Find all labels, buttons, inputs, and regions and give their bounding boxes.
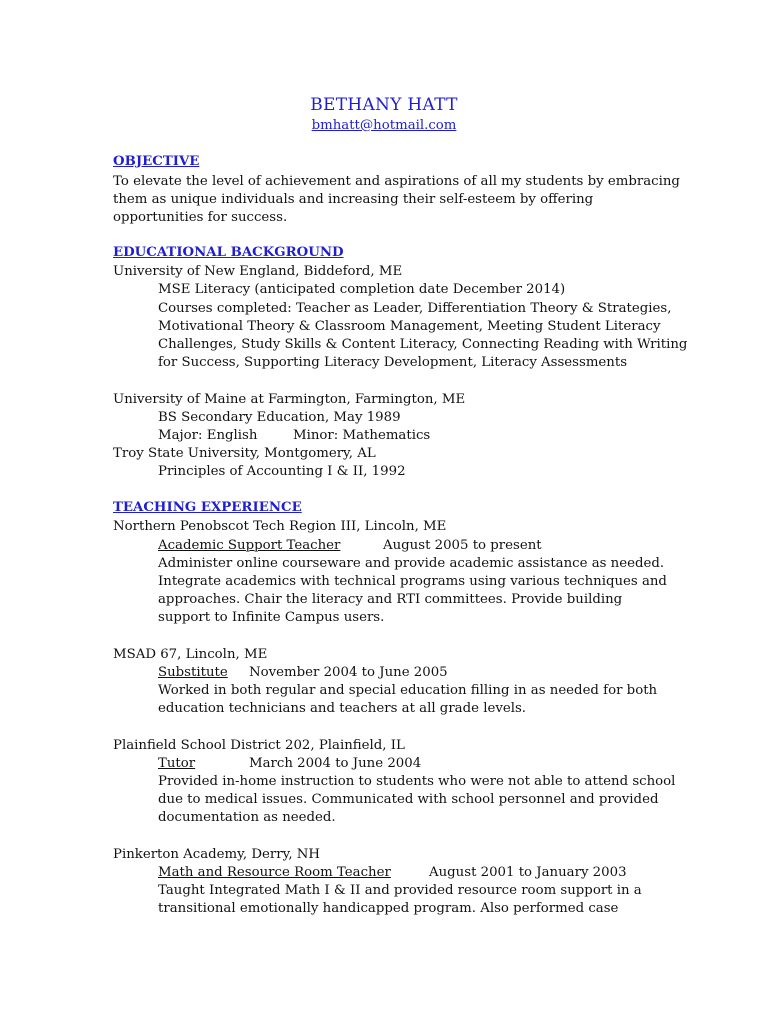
- job-title: Math and Resource Room Teacher: [158, 865, 391, 880]
- job-desc-line: Worked in both regular and special education filling in as needed for both: [158, 683, 658, 698]
- job-dates: March 2004 to June 2004: [249, 756, 422, 771]
- email-link[interactable]: bmhatt@hotmail.com: [311, 118, 457, 133]
- school-name: Troy State University, Montgomery, AL: [113, 446, 376, 461]
- course: Principles of Accounting I & II, 1992: [158, 464, 406, 479]
- courses-line: Courses completed: Teacher as Leader, Differentiation Theory & Strategies,: [158, 301, 672, 316]
- school-name: University of New England, Biddeford, ME: [113, 264, 403, 279]
- job-desc-line: Administer online courseware and provide academic assistance as needed.: [158, 556, 665, 571]
- objective-heading: OBJECTIVE: [113, 154, 200, 169]
- job-desc-line: Taught Integrated Math I & II and provided resource room support in a: [158, 883, 642, 898]
- job-desc-line: support to Infinite Campus users.: [158, 610, 385, 625]
- major: Major: English: [158, 428, 258, 443]
- degree: MSE Literacy (anticipated completion date December 2014): [158, 282, 566, 297]
- courses-line: Motivational Theory & Classroom Management, Meeting Student Literacy: [158, 319, 661, 334]
- employer: Pinkerton Academy, Derry, NH: [113, 847, 321, 862]
- education-heading: EDUCATIONAL BACKGROUND: [113, 245, 344, 260]
- objective-line: To elevate the level of achievement and aspirations of all my students by embracing: [113, 174, 680, 189]
- employer: Northern Penobscot Tech Region III, Lincoln, ME: [113, 519, 447, 534]
- degree: BS Secondary Education, May 1989: [158, 410, 401, 425]
- objective-line: opportunities for success.: [113, 210, 288, 225]
- job-desc-line: due to medical issues. Communicated with school personnel and provided: [158, 792, 659, 807]
- job-desc-line: documentation as needed.: [158, 810, 336, 825]
- job-title: Substitute: [158, 665, 228, 680]
- employer: Plainfield School District 202, Plainfield, IL: [113, 738, 405, 753]
- job-desc-line: Provided in-home instruction to students who were not able to attend school: [158, 774, 676, 789]
- employer: MSAD 67, Lincoln, ME: [113, 647, 268, 662]
- job-dates: August 2001 to January 2003: [429, 865, 627, 880]
- experience-heading: TEACHING EXPERIENCE: [113, 500, 302, 515]
- resume-name: BETHANY HATT: [310, 95, 458, 115]
- job-desc-line: approaches. Chair the literacy and RTI committees. Provide building: [158, 592, 623, 607]
- job-desc-line: transitional emotionally handicapped program. Also performed case: [158, 901, 619, 916]
- job-dates: November 2004 to June 2005: [249, 665, 448, 680]
- job-desc-line: Integrate academics with technical programs using various techniques and: [158, 574, 667, 589]
- objective-line: them as unique individuals and increasing their self-esteem by offering: [113, 192, 594, 207]
- job-title: Academic Support Teacher: [158, 538, 341, 553]
- courses-line: Challenges, Study Skills & Content Literacy, Connecting Reading with Writing: [158, 337, 688, 352]
- job-title: Tutor: [158, 756, 196, 771]
- job-desc-line: education technicians and teachers at all grade levels.: [158, 701, 527, 716]
- courses-line: for Success, Supporting Literacy Development, Literacy Assessments: [158, 355, 628, 370]
- school-name: University of Maine at Farmington, Farmington, ME: [113, 392, 466, 407]
- job-dates: August 2005 to present: [383, 538, 542, 553]
- minor: Minor: Mathematics: [293, 428, 431, 443]
